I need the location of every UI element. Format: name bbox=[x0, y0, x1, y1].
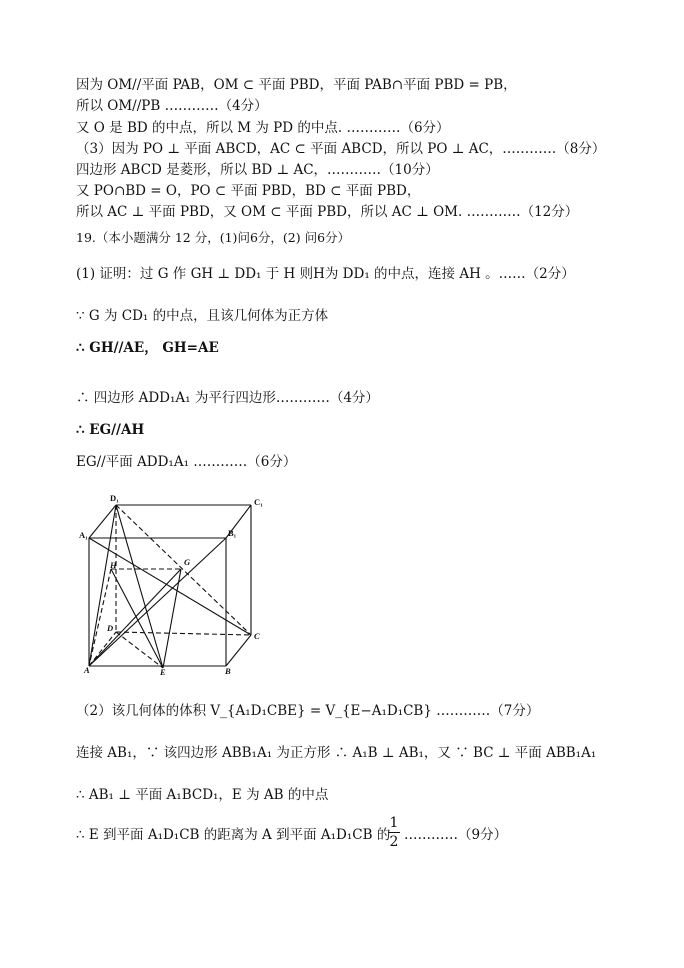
proof-line-6: EG//平面 ADD₁A₁ …………（6分） bbox=[76, 454, 297, 470]
label-B1: B₁ bbox=[228, 528, 237, 538]
label-H: H bbox=[110, 560, 117, 570]
part2-line-4-score: …………（9分） bbox=[404, 827, 508, 843]
text-line-5: 四边形 ABCD 是菱形，所以 BD ⊥ AC，…………（10分） bbox=[76, 162, 439, 178]
text-line-3: 又 O 是 BD 的中点，所以 M 为 PD 的中点. …………（6分） bbox=[76, 120, 450, 136]
part2-line-3: ∴ AB₁ ⊥ 平面 A₁BCD₁，E 为 AB 的中点 bbox=[76, 787, 329, 803]
edge-H-E bbox=[111, 569, 163, 668]
label-C: C bbox=[254, 631, 260, 641]
fraction-numerator: 1 bbox=[389, 815, 399, 831]
question-header: 19.（本小题满分 12 分，(1)问6分，(2) 问6分） bbox=[76, 230, 351, 245]
label-E: E bbox=[160, 667, 166, 676]
edge-A1-C bbox=[89, 538, 251, 635]
fraction-denominator: 2 bbox=[389, 834, 399, 850]
edge-A1-D1 bbox=[89, 505, 116, 538]
label-G: G bbox=[184, 557, 191, 567]
text-line-1: 因为 OM//平面 PAB，OM ⊂ 平面 PBD，平面 PAB∩平面 PBD = PB， bbox=[76, 77, 517, 93]
proof-line-2: ∵ G 为 CD₁ 的中点，且该几何体为正方体 bbox=[76, 308, 329, 324]
fraction-one-half bbox=[388, 815, 400, 850]
proof-line-3: ∴ GH//AE， GH=AE bbox=[76, 340, 219, 356]
edge-D1-E bbox=[116, 505, 163, 668]
text-line-6: 又 PO∩BD = O，PO ⊂ 平面 PBD，BD ⊂ 平面 PBD， bbox=[76, 183, 421, 199]
label-D1: D₁ bbox=[110, 493, 119, 503]
edge-B1-A bbox=[89, 538, 226, 666]
text-line-7: 所以 AC ⊥ 平面 PBD，又 OM ⊂ 平面 PBD，所以 AC ⊥ OM. …………（12分） bbox=[76, 204, 579, 220]
fraction-bar bbox=[388, 832, 400, 833]
part2-line-1: （2）该几何体的体积 V_{A₁D₁CBE} = V_{E−A₁D₁CB} …………（7分） bbox=[76, 703, 540, 719]
cube-figure bbox=[76, 490, 276, 676]
proof-line-5: ∴ EG//AH bbox=[76, 422, 145, 438]
proof-line-1: (1) 证明：过 G 作 GH ⊥ DD₁ 于 H 则H为 DD₁ 的中点，连接 AH 。……（2分） bbox=[76, 266, 575, 282]
label-C1: C₁ bbox=[254, 497, 263, 507]
text-line-4: （3）因为 PO ⊥ 平面 ABCD，AC ⊂ 平面 ABCD，所以 PO ⊥ AC，…………（8分） bbox=[76, 141, 606, 157]
edge-B-C bbox=[226, 635, 251, 666]
proof-line-4: ∴ 四边形 ADD₁A₁ 为平行四边形…………（4分） bbox=[76, 390, 379, 406]
label-A: A bbox=[84, 665, 90, 675]
hidden-edge-D-E bbox=[116, 632, 163, 668]
label-D: D bbox=[107, 623, 114, 633]
hidden-edge-D-C bbox=[116, 632, 251, 635]
label-A1: A₁ bbox=[79, 530, 88, 540]
text-line-2: 所以 OM//PB …………（4分） bbox=[76, 98, 268, 114]
part2-line-2: 连接 AB₁，∵ 该四边形 ABB₁A₁ 为正方形 ∴ A₁B ⊥ AB₁，又 ∵ BC ⊥ 平面 ABB₁A₁ bbox=[76, 745, 597, 761]
label-B: B bbox=[225, 666, 231, 676]
part2-line-4: ∴ E 到平面 A₁D₁CB 的距离为 A 到平面 A₁D₁CB 的 bbox=[76, 827, 391, 843]
